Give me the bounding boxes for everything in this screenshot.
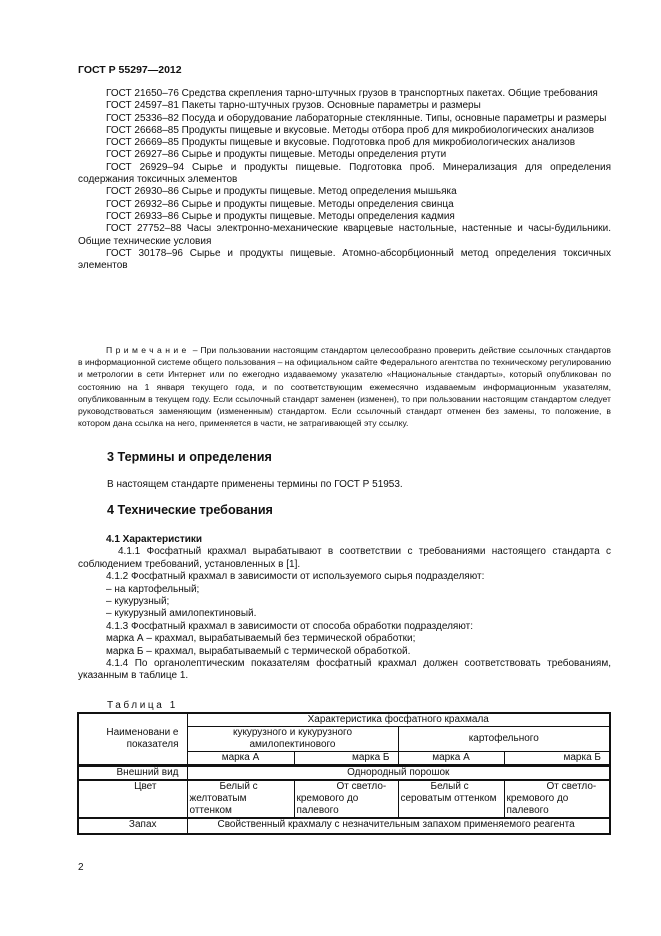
list-item: – кукурузный; — [106, 596, 170, 608]
row-merged-value: Свойственный крахмалу с незначительным запахом применяемого реагента — [187, 818, 610, 834]
section-3-title: 3 Термины и определения — [107, 450, 272, 464]
header-grade: марка А — [398, 752, 504, 766]
table-row — [78, 818, 610, 834]
page-number: 2 — [78, 862, 84, 873]
table-row — [78, 780, 610, 818]
reference-item: ГОСТ 26932–86 Сырье и продукты пищевые. Методы определения свинца — [106, 198, 454, 210]
subsection-4-1-title: 4.1 Характеристики — [106, 534, 203, 545]
row-value: От светло-кремового до палевого — [294, 780, 398, 818]
table-1 — [77, 712, 611, 835]
header-indicator: Наименовани е показателя — [78, 713, 187, 766]
header-potato: картофельного — [398, 727, 610, 752]
list-item: марка А – крахмал, вырабатываемый без термической обработки; — [106, 633, 416, 645]
paragraph-4-1-4: 4.1.4 По органолептическим показателям фосфатный крахмал должен соответствовать требованиям, указанным в таблице 1. — [78, 658, 611, 682]
row-value: От светло-кремового до палевого — [504, 780, 610, 818]
paragraph-4-1-3: 4.1.3 Фосфатный крахмал в зависимости от способа обработки подразделяют: — [106, 620, 473, 632]
section-3-text: В настоящем стандарте применены термины по ГОСТ Р 51953. — [107, 479, 403, 490]
row-value: Белый с сероватым оттенком — [398, 780, 504, 818]
header-group: Характеристика фосфатного крахмала — [187, 713, 610, 727]
list-item: – кукурузный амилопектиновый. — [106, 608, 257, 620]
table-header-row — [78, 713, 610, 727]
reference-item: ГОСТ 25336–82 Посуда и оборудование лабораторные стеклянные. Типы, основные параметры и размеры — [106, 112, 607, 124]
reference-item: ГОСТ 26669–85 Продукты пищевые и вкусовые. Подготовка проб для микробиологических анализов — [106, 137, 576, 149]
reference-item: ГОСТ 30178–96 Сырье и продукты пищевые. Атомно-абсорбционный метод определения токсичных элементов — [78, 247, 611, 272]
reference-item: ГОСТ 27752–88 Часы электронно-механические кварцевые настольные, настенные и часы-будильники. Общие технические условия — [78, 223, 611, 247]
normative-references-list — [78, 88, 611, 272]
reference-item: ГОСТ 24597–81 Пакеты тарно-штучных грузов. Основные параметры и размеры — [106, 100, 481, 112]
reference-item: ГОСТ 26668–85 Продукты пищевые и вкусовые. Методы отбора проб для микробиологических анализов — [106, 124, 595, 136]
table-row — [78, 766, 610, 781]
header-grade: марка Б — [504, 752, 610, 766]
row-name: Запах — [78, 818, 187, 834]
paragraph-4-1-1: 4.1.1 Фосфатный крахмал вырабатывают в соответствии с требованиями настоящего стандарта с соблюдением требований, установленных в [1]. — [78, 546, 611, 570]
row-name: Внешний вид — [78, 766, 187, 781]
row-name: Цвет — [78, 780, 187, 818]
reference-item: ГОСТ 26927–86 Сырье и продукты пищевые. Методы определения ртути — [106, 149, 447, 161]
note-label: Примечание — [106, 345, 190, 355]
header-grade: марка А — [187, 752, 294, 766]
note-text: – При пользовании настоящим стандартом целесообразно проверить действие ссылочных стандартов в информационной системе общего пользования – на официальном сайте Федерального агентства по техническому регулированию и метрологии в сети Интернет или по ежегодно издаваемому указателю «Национальные стандарты», который опубликован по состоянию на 1 января текущего года, и по соответствующим ежемесячно издаваемым информационным указателям, опубликованным в текущем году. Если ссылочный стандарт заменен (изменен), то при пользовании настоящим стандартом следует руководствоваться заменяющим (измененным) стандартом. Если ссылочный стандарт отменен без замены, то положение, в котором дана ссылка на него, применяется в части, не затрагивающей эту ссылку. — [78, 345, 612, 429]
reference-item: ГОСТ 21650–76 Средства скрепления тарно-штучных грузов в транспортных пакетах. Общие требования — [106, 88, 598, 99]
section-4-1 — [78, 534, 611, 683]
row-merged-value: Однородный порошок — [187, 766, 610, 781]
reference-item: ГОСТ 26929–94 Сырье и продукты пищевые. Подготовка проб. Минерализация для определения содержания токсичных элементов — [78, 161, 611, 186]
reference-item: ГОСТ 26933–86 Сырье и продукты пищевые. Методы определения кадмия — [106, 210, 455, 222]
header-corn: кукурузного и кукурузного амилопектинового — [187, 727, 398, 752]
running-header: ГОСТ Р 55297—2012 — [78, 64, 182, 76]
row-value: Белый с желтоватым оттенком — [187, 780, 294, 818]
list-item: – на картофельный; — [106, 583, 200, 595]
list-item: марка Б – крахмал, вырабатываемый с термической обработкой. — [106, 645, 411, 657]
table-caption: Таблица 1 — [107, 700, 178, 711]
paragraph-4-1-2: 4.1.2 Фосфатный крахмал в зависимости от используемого сырья подразделяют: — [106, 571, 485, 583]
note-block — [78, 344, 611, 429]
header-grade: марка Б — [294, 752, 398, 766]
section-4-title: 4 Технические требования — [107, 503, 273, 517]
reference-item: ГОСТ 26930–86 Сырье и продукты пищевые. Метод определения мышьяка — [106, 186, 457, 198]
